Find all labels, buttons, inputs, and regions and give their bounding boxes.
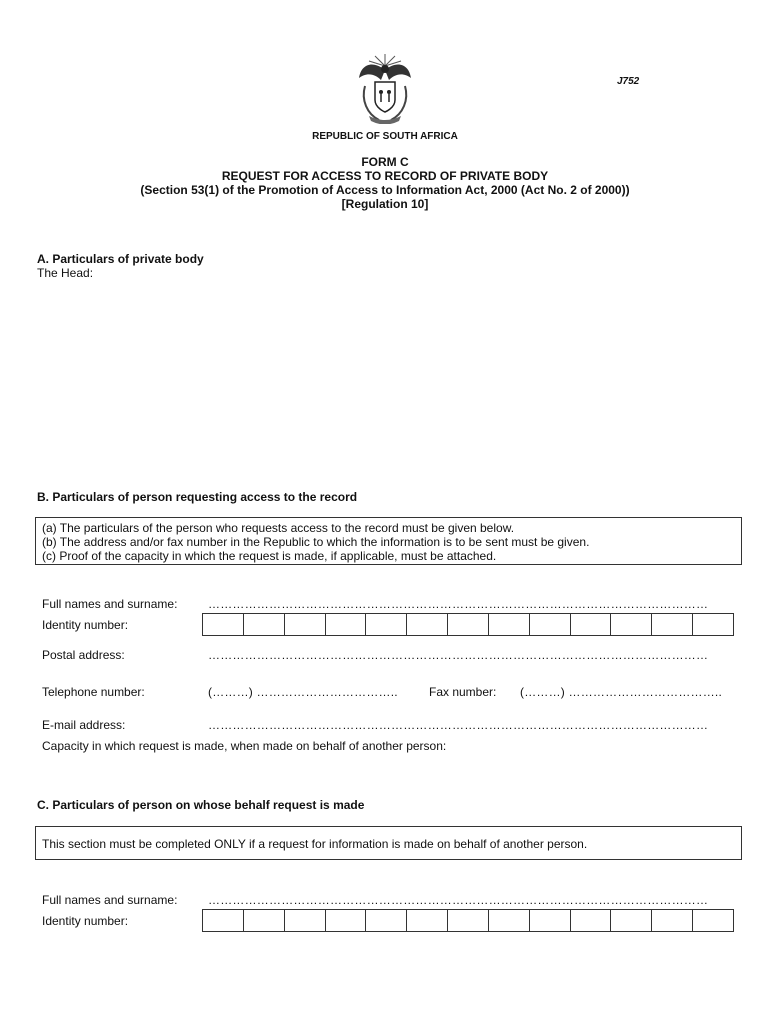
- section-c-note: [35, 826, 742, 860]
- email-label: E-mail address:: [42, 718, 126, 732]
- identity-digit-box[interactable]: [570, 614, 611, 635]
- section-b-title: B. Particulars of person requesting access to the record: [37, 490, 358, 504]
- telephone-label: Telephone number:: [42, 685, 145, 699]
- identity-digit-box[interactable]: [651, 614, 692, 635]
- identity-digit-box[interactable]: [203, 910, 243, 931]
- identity-digit-box[interactable]: [529, 614, 570, 635]
- identity-digit-box[interactable]: [610, 910, 651, 931]
- behalf-identity-number-label: Identity number:: [42, 914, 129, 928]
- note-b: (b) The address and/or fax number in the Republic to which the information is to be sent must be given.: [42, 535, 590, 549]
- fax-label: Fax number:: [429, 685, 497, 699]
- identity-digit-box[interactable]: [365, 910, 406, 931]
- section-a-title: A. Particulars of private body: [37, 252, 204, 266]
- capacity-label: Capacity in which request is made, when made on behalf of another person:: [42, 739, 447, 753]
- identity-digit-box[interactable]: [406, 910, 447, 931]
- full-names-label: Full names and surname:: [42, 597, 178, 611]
- identity-digit-box[interactable]: [406, 614, 447, 635]
- identity-digit-box[interactable]: [243, 910, 284, 931]
- identity-digit-box[interactable]: [243, 614, 284, 635]
- form-name: FORM C: [361, 155, 409, 169]
- head-label: The Head:: [37, 266, 94, 280]
- form-title: REQUEST FOR ACCESS TO RECORD OF PRIVATE BODY: [221, 169, 549, 183]
- identity-digit-box[interactable]: [447, 910, 488, 931]
- behalf-full-names-field[interactable]: ……………………………………………………………………………………………………………: [208, 893, 709, 907]
- regulation: [Regulation 10]: [341, 197, 429, 211]
- coat-of-arms-icon: [355, 52, 415, 124]
- note-a: (a) The particulars of the person who requests access to the record must be given below.: [42, 521, 515, 535]
- identity-digit-box[interactable]: [692, 614, 733, 635]
- behalf-identity-number-boxes[interactable]: [202, 909, 734, 932]
- section-c-title: C. Particulars of person on whose behalf request is made: [37, 798, 365, 812]
- section-b-notes: [35, 517, 742, 565]
- identity-digit-box[interactable]: [651, 910, 692, 931]
- identity-digit-box[interactable]: [325, 910, 366, 931]
- postal-address-label: Postal address:: [42, 648, 125, 662]
- telephone-field[interactable]: (………) ……………………………..: [208, 685, 398, 699]
- identity-digit-box[interactable]: [488, 910, 529, 931]
- section-reference: (Section 53(1) of the Promotion of Access to Information Act, 2000 (Act No. 2 of 2000)): [140, 183, 630, 197]
- identity-number-label: Identity number:: [42, 618, 129, 632]
- identity-digit-box[interactable]: [365, 614, 406, 635]
- identity-digit-box[interactable]: [610, 614, 651, 635]
- identity-digit-box[interactable]: [284, 614, 325, 635]
- identity-digit-box[interactable]: [325, 614, 366, 635]
- full-names-field[interactable]: ……………………………………………………………………………………………………………: [208, 597, 709, 611]
- fax-field[interactable]: (………) ………………………………..: [520, 685, 722, 699]
- note-c: (c) Proof of the capacity in which the request is made, if applicable, must be attached.: [42, 549, 497, 563]
- identity-digit-box[interactable]: [529, 910, 570, 931]
- identity-digit-box[interactable]: [284, 910, 325, 931]
- identity-digit-box[interactable]: [692, 910, 733, 931]
- section-c-note-text: This section must be completed ONLY if a request for information is made on behalf of another person.: [42, 837, 588, 851]
- behalf-full-names-label: Full names and surname:: [42, 893, 178, 907]
- country-name: REPUBLIC OF SOUTH AFRICA: [312, 131, 458, 142]
- identity-number-boxes[interactable]: [202, 613, 734, 636]
- identity-digit-box[interactable]: [570, 910, 611, 931]
- identity-digit-box[interactable]: [203, 614, 243, 635]
- form-code: J752: [617, 76, 640, 87]
- postal-address-field[interactable]: ……………………………………………………………………………………………………………: [208, 648, 709, 662]
- email-field[interactable]: ……………………………………………………………………………………………………………: [208, 718, 709, 732]
- identity-digit-box[interactable]: [488, 614, 529, 635]
- identity-digit-box[interactable]: [447, 614, 488, 635]
